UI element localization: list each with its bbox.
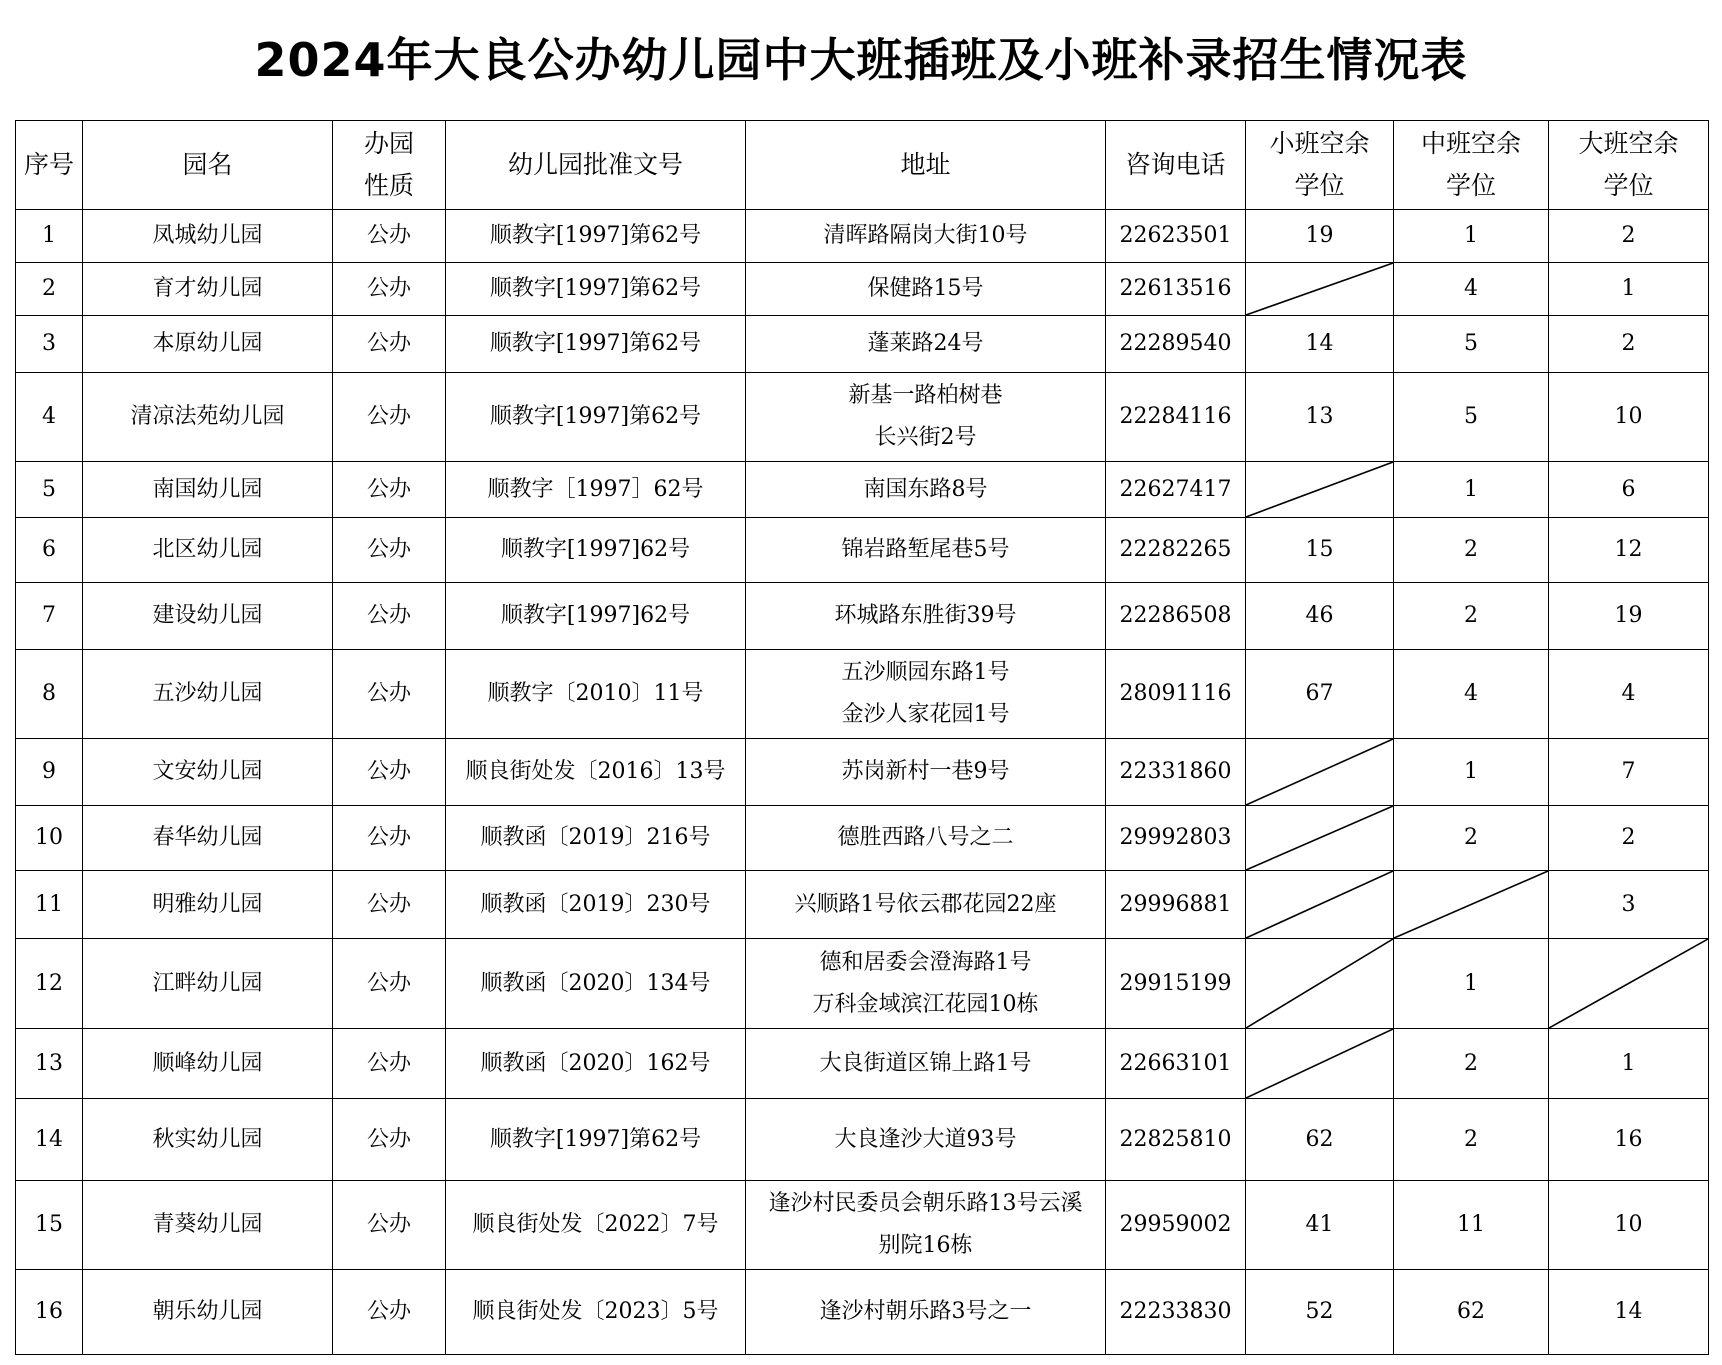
header-large-line-2: 学位 xyxy=(1603,171,1654,200)
cell-index: 3 xyxy=(16,316,83,373)
cell-phone: 28091116 xyxy=(1106,650,1246,739)
cell-address-line: 苏岗新村一巷9号 xyxy=(841,759,1010,784)
cell-large: 14 xyxy=(1549,1270,1709,1355)
cell-small: 62 xyxy=(1246,1099,1394,1181)
cell-phone: 22284116 xyxy=(1106,373,1246,462)
cell-nature: 公办 xyxy=(333,263,446,316)
table-row xyxy=(16,871,1709,939)
cell-address xyxy=(746,583,1106,650)
cell-index: 12 xyxy=(16,939,83,1029)
cell-index: 13 xyxy=(16,1029,83,1099)
table-row xyxy=(16,1181,1709,1270)
cell-name: 江畔幼儿园 xyxy=(83,939,333,1029)
cell-index: 2 xyxy=(16,263,83,316)
cell-large: 2 xyxy=(1549,316,1709,373)
cell-address-line: 逢沙村朝乐路3号之一 xyxy=(819,1299,1032,1324)
cell-small: 67 xyxy=(1246,650,1394,739)
page-title: 2024年大良公办幼儿园中大班插班及小班补录招生情况表 xyxy=(254,33,1468,87)
cell-approval: 顺教函〔2020〕134号 xyxy=(446,939,746,1029)
table-body xyxy=(16,210,1709,1355)
cell-name: 明雅幼儿园 xyxy=(83,871,333,939)
cell-nature: 公办 xyxy=(333,806,446,871)
cell-large: 1 xyxy=(1549,1029,1709,1099)
cell-middle: 62 xyxy=(1394,1270,1549,1355)
cell-phone: 22286508 xyxy=(1106,583,1246,650)
cell-index: 8 xyxy=(16,650,83,739)
table-row xyxy=(16,210,1709,263)
cell-nature: 公办 xyxy=(333,518,446,583)
cell-approval: 顺教函〔2020〕162号 xyxy=(446,1029,746,1099)
table-row xyxy=(16,650,1709,739)
cell-index: 7 xyxy=(16,583,83,650)
header-address: 地址 xyxy=(746,121,1106,210)
cell-name: 北区幼儿园 xyxy=(83,518,333,583)
cell-middle: 1 xyxy=(1394,462,1549,518)
cell-name: 文安幼儿园 xyxy=(83,739,333,806)
cell-address xyxy=(746,1099,1106,1181)
cell-approval: 顺教字[1997]第62号 xyxy=(446,1099,746,1181)
cell-address xyxy=(746,462,1106,518)
cell-address-line: 兴顺路1号依云郡花园22座 xyxy=(794,891,1057,917)
cell-small-empty xyxy=(1246,263,1394,316)
cell-approval: 顺教字[1997]第62号 xyxy=(446,373,746,462)
cell-name: 顺峰幼儿园 xyxy=(83,1029,333,1099)
cell-index: 10 xyxy=(16,806,83,871)
table-row xyxy=(16,939,1709,1029)
cell-address xyxy=(746,263,1106,316)
cell-phone: 22613516 xyxy=(1106,263,1246,316)
header-nature xyxy=(333,121,446,210)
cell-small-empty xyxy=(1246,806,1394,871)
cell-nature: 公办 xyxy=(333,650,446,739)
cell-address-line: 环城路东胜街39号 xyxy=(834,603,1017,628)
header-middle-line-2: 学位 xyxy=(1445,171,1496,200)
cell-middle: 1 xyxy=(1394,739,1549,806)
cell-phone: 22663101 xyxy=(1106,1029,1246,1099)
cell-address xyxy=(746,739,1106,806)
cell-phone: 22825810 xyxy=(1106,1099,1246,1181)
cell-name: 秋实幼儿园 xyxy=(83,1099,333,1181)
cell-middle: 1 xyxy=(1394,939,1549,1029)
cell-address-line: 南国东路8号 xyxy=(863,476,988,502)
cell-address-line: 德胜西路八号之二 xyxy=(837,825,1014,850)
cell-small: 41 xyxy=(1246,1181,1394,1270)
cell-name: 育才幼儿园 xyxy=(83,263,333,316)
cell-name: 凤城幼儿园 xyxy=(83,210,333,263)
cell-name: 清凉法苑幼儿园 xyxy=(83,373,333,462)
cell-index: 5 xyxy=(16,462,83,518)
cell-small: 14 xyxy=(1246,316,1394,373)
cell-approval: 顺教字[1997]第62号 xyxy=(446,263,746,316)
header-index: 序号 xyxy=(16,121,83,210)
header-row xyxy=(16,121,1709,210)
cell-middle: 2 xyxy=(1394,1029,1549,1099)
cell-approval: 顺教函〔2019〕216号 xyxy=(446,806,746,871)
cell-approval: 顺教函〔2019〕230号 xyxy=(446,871,746,939)
cell-index: 14 xyxy=(16,1099,83,1181)
cell-small: 19 xyxy=(1246,210,1394,263)
cell-approval: 顺教字[1997]62号 xyxy=(446,583,746,650)
cell-name: 五沙幼儿园 xyxy=(83,650,333,739)
cell-approval: 顺教字[1997]62号 xyxy=(446,518,746,583)
cell-phone: 22289540 xyxy=(1106,316,1246,373)
cell-middle: 1 xyxy=(1394,210,1549,263)
cell-address xyxy=(746,1270,1106,1355)
header-small-line-1: 小班空余 xyxy=(1269,129,1370,158)
cell-nature: 公办 xyxy=(333,1099,446,1181)
cell-address xyxy=(746,316,1106,373)
header-nature-line-2: 性质 xyxy=(363,171,414,200)
cell-nature: 公办 xyxy=(333,739,446,806)
cell-large: 4 xyxy=(1549,650,1709,739)
cell-address xyxy=(746,1029,1106,1099)
cell-index: 6 xyxy=(16,518,83,583)
cell-address-line: 大良逢沙大道93号 xyxy=(834,1126,1017,1152)
table-row xyxy=(16,1099,1709,1181)
cell-index: 15 xyxy=(16,1181,83,1270)
cell-middle: 2 xyxy=(1394,806,1549,871)
cell-index: 11 xyxy=(16,871,83,939)
cell-nature: 公办 xyxy=(333,462,446,518)
cell-address-line: 清晖路隔岗大街10号 xyxy=(823,223,1028,248)
cell-approval: 顺教字〔2010〕11号 xyxy=(446,650,746,739)
cell-phone: 22331860 xyxy=(1106,739,1246,806)
cell-address-line: 锦岩路堑尾巷5号 xyxy=(841,537,1010,562)
cell-index: 9 xyxy=(16,739,83,806)
cell-phone: 22282265 xyxy=(1106,518,1246,583)
cell-index: 16 xyxy=(16,1270,83,1355)
cell-middle: 2 xyxy=(1394,583,1549,650)
header-middle xyxy=(1394,121,1549,210)
cell-address-line: 蓬莱路24号 xyxy=(867,331,984,356)
cell-name: 青葵幼儿园 xyxy=(83,1181,333,1270)
table-row xyxy=(16,806,1709,871)
cell-name: 南国幼儿园 xyxy=(83,462,333,518)
header-small-line-2: 学位 xyxy=(1294,171,1345,200)
cell-nature: 公办 xyxy=(333,210,446,263)
cell-small-empty xyxy=(1246,739,1394,806)
cell-middle: 11 xyxy=(1394,1181,1549,1270)
cell-small: 52 xyxy=(1246,1270,1394,1355)
cell-middle: 2 xyxy=(1394,1099,1549,1181)
cell-large: 10 xyxy=(1549,1181,1709,1270)
cell-middle-empty xyxy=(1394,871,1549,939)
cell-phone: 29959002 xyxy=(1106,1181,1246,1270)
cell-approval: 顺教字[1997]第62号 xyxy=(446,210,746,263)
table-row xyxy=(16,263,1709,316)
cell-small-empty xyxy=(1246,871,1394,939)
cell-middle: 5 xyxy=(1394,373,1549,462)
cell-middle: 5 xyxy=(1394,316,1549,373)
cell-large: 3 xyxy=(1549,871,1709,939)
cell-phone: 29992803 xyxy=(1106,806,1246,871)
cell-small: 46 xyxy=(1246,583,1394,650)
cell-nature: 公办 xyxy=(333,939,446,1029)
table-row xyxy=(16,1270,1709,1355)
cell-approval: 顺教字[1997]第62号 xyxy=(446,316,746,373)
cell-address xyxy=(746,210,1106,263)
header-name: 园名 xyxy=(83,121,333,210)
cell-approval: 顺良街处发〔2016〕13号 xyxy=(446,739,746,806)
cell-name: 春华幼儿园 xyxy=(83,806,333,871)
table-row xyxy=(16,1029,1709,1099)
header-large xyxy=(1549,121,1709,210)
cell-address-line: 五沙顺园东路1号 xyxy=(841,660,1010,685)
cell-large: 19 xyxy=(1549,583,1709,650)
cell-small-empty xyxy=(1246,1029,1394,1099)
cell-address-line: 新基一路柏树巷 xyxy=(848,383,1003,408)
cell-phone: 22623501 xyxy=(1106,210,1246,263)
table-row xyxy=(16,583,1709,650)
cell-small-empty xyxy=(1246,462,1394,518)
cell-nature: 公办 xyxy=(333,1181,446,1270)
cell-address xyxy=(746,373,1106,462)
cell-approval: 顺教字［1997］62号 xyxy=(446,462,746,518)
table-row xyxy=(16,739,1709,806)
table-row xyxy=(16,462,1709,518)
cell-middle: 4 xyxy=(1394,650,1549,739)
cell-address xyxy=(746,939,1106,1029)
cell-address-line: 长兴街2号 xyxy=(874,425,977,450)
cell-large: 7 xyxy=(1549,739,1709,806)
cell-name: 建设幼儿园 xyxy=(83,583,333,650)
cell-large: 2 xyxy=(1549,806,1709,871)
cell-phone: 22233830 xyxy=(1106,1270,1246,1355)
cell-nature: 公办 xyxy=(333,316,446,373)
cell-address-line: 万科金域滨江花园10栋 xyxy=(812,991,1039,1017)
cell-middle: 2 xyxy=(1394,518,1549,583)
cell-nature: 公办 xyxy=(333,871,446,939)
cell-large-empty xyxy=(1549,939,1709,1029)
cell-address-line: 逢沙村民委员会朝乐路13号云溪 xyxy=(768,1191,1083,1216)
header-approval: 幼儿园批准文号 xyxy=(446,121,746,210)
cell-large: 16 xyxy=(1549,1099,1709,1181)
cell-small: 13 xyxy=(1246,373,1394,462)
cell-address-line: 金沙人家花园1号 xyxy=(841,702,1010,727)
cell-address xyxy=(746,650,1106,739)
table-row xyxy=(16,518,1709,583)
cell-index: 1 xyxy=(16,210,83,263)
cell-large: 2 xyxy=(1549,210,1709,263)
cell-nature: 公办 xyxy=(333,1270,446,1355)
header-small xyxy=(1246,121,1394,210)
cell-address-line: 大良街道区锦上路1号 xyxy=(819,1050,1032,1076)
cell-address xyxy=(746,1181,1106,1270)
cell-small: 15 xyxy=(1246,518,1394,583)
cell-address-line: 德和居委会澄海路1号 xyxy=(819,949,1032,975)
cell-nature: 公办 xyxy=(333,583,446,650)
cell-phone: 22627417 xyxy=(1106,462,1246,518)
cell-small-empty xyxy=(1246,939,1394,1029)
header-large-line-1: 大班空余 xyxy=(1578,129,1679,158)
cell-nature: 公办 xyxy=(333,1029,446,1099)
cell-address xyxy=(746,806,1106,871)
cell-nature: 公办 xyxy=(333,373,446,462)
cell-address xyxy=(746,871,1106,939)
cell-address-line: 保健路15号 xyxy=(867,276,984,301)
cell-large: 12 xyxy=(1549,518,1709,583)
cell-approval: 顺良街处发〔2023〕5号 xyxy=(446,1270,746,1355)
cell-index: 4 xyxy=(16,373,83,462)
cell-middle: 4 xyxy=(1394,263,1549,316)
cell-phone: 29996881 xyxy=(1106,871,1246,939)
cell-address xyxy=(746,518,1106,583)
cell-approval: 顺良街处发〔2022〕7号 xyxy=(446,1181,746,1270)
cell-name: 本原幼儿园 xyxy=(83,316,333,373)
header-phone: 咨询电话 xyxy=(1106,121,1246,210)
table-row xyxy=(16,316,1709,373)
cell-address-line: 别院16栋 xyxy=(878,1233,973,1258)
header-middle-line-1: 中班空余 xyxy=(1420,129,1521,158)
cell-large: 6 xyxy=(1549,462,1709,518)
cell-large: 10 xyxy=(1549,373,1709,462)
header-nature-line-1: 办园 xyxy=(363,129,414,158)
cell-large: 1 xyxy=(1549,263,1709,316)
cell-phone: 29915199 xyxy=(1106,939,1246,1029)
cell-name: 朝乐幼儿园 xyxy=(83,1270,333,1355)
enrollment-table xyxy=(15,120,1709,1355)
table-row xyxy=(16,373,1709,462)
